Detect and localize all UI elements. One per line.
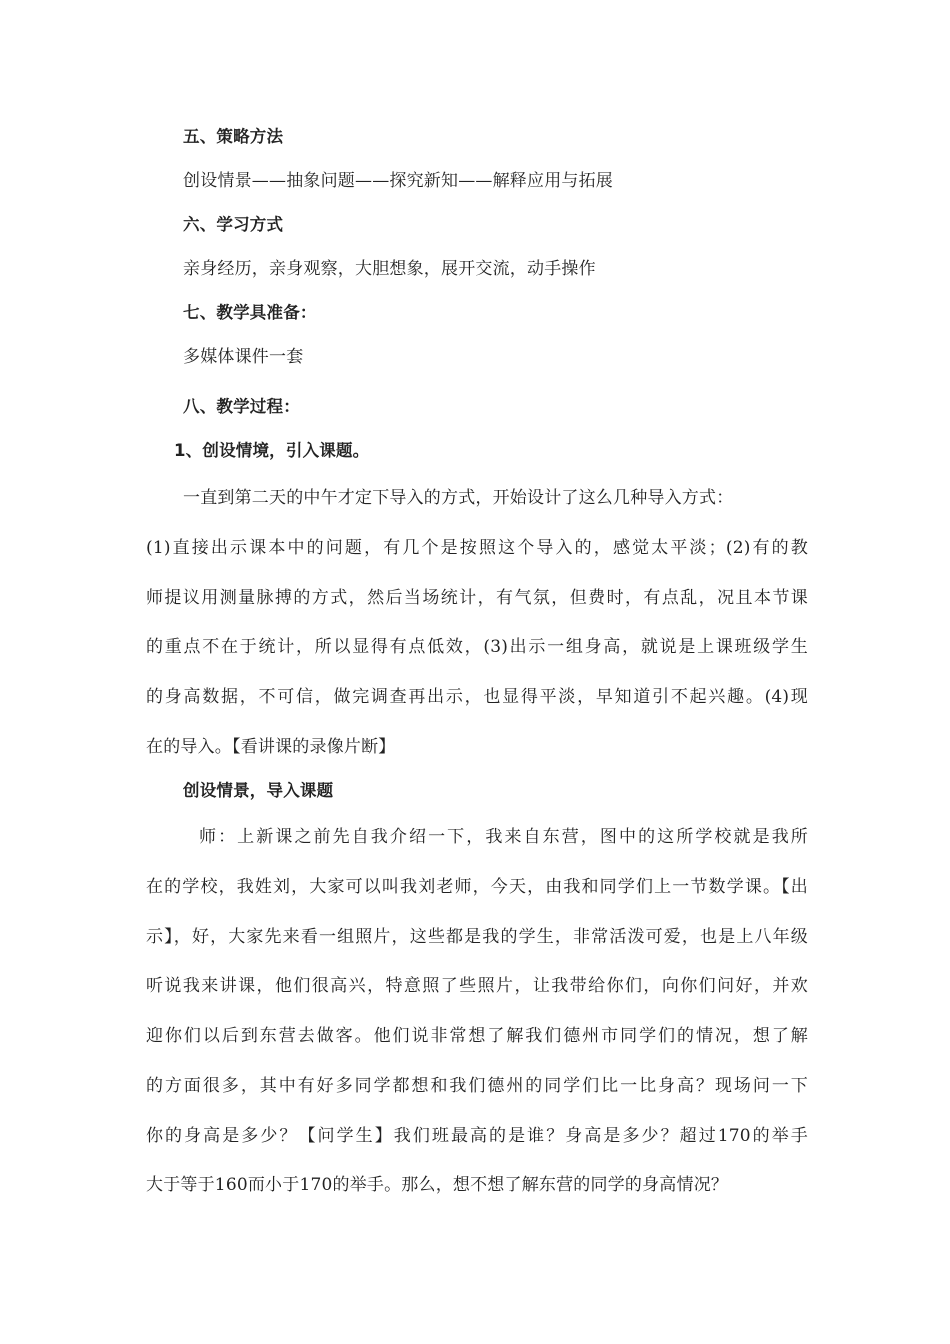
heading-process: 八、教学过程： (183, 397, 300, 416)
heading-strategy: 五、策略方法 (183, 127, 284, 146)
materials-text: 多媒体课件一套 (183, 347, 304, 367)
dialog-line: 在的学校，我姓刘，大家可以叫我刘老师，今天，由我和同学们上一节数学课。【出 (146, 877, 808, 897)
learning-mode-text: 亲身经历，亲身观察，大胆想象，展开交流，动手操作 (183, 259, 596, 279)
dialog-line: 师：上新课之前先自我介绍一下，我来自东营，图中的这所学校就是我所 (199, 827, 808, 847)
dialog-line: 你的身高是多少？【问学生】我们班最高的是谁？身高是多少？超过170的举手 (146, 1126, 808, 1146)
subheading-create-situation: 1、创设情境，引入课题。 (174, 441, 370, 460)
heading-learning-mode: 六、学习方式 (183, 215, 284, 234)
intro-line: (1)直接出示课本中的问题，有几个是按照这个导入的，感觉太平淡；(2)有的教 (146, 538, 808, 558)
dialog-line: 迎你们以后到东营去做客。他们说非常想了解我们德州市同学们的情况，想了解 (146, 1026, 808, 1046)
intro-line: 师提议用测量脉搏的方式，然后当场统计，有气氛，但费时，有点乱，况且本节课 (146, 588, 808, 608)
intro-line: 一直到第二天的中午才定下导入的方式，开始设计了这么几种导入方式： (183, 488, 734, 508)
subheading-import-topic: 创设情景，导入课题 (183, 781, 334, 800)
strategy-text: 创设情景——抽象问题——探究新知——解释应用与拓展 (183, 171, 613, 191)
dialog-line: 大于等于160而小于170的举手。那么，想不想了解东营的同学的身高情况？ (146, 1175, 729, 1195)
dialog-line: 听说我来讲课，他们很高兴，特意照了些照片，让我带给你们，向你们问好，并欢 (146, 976, 808, 996)
intro-line: 的重点不在于统计，所以显得有点低效，(3)出示一组身高，就说是上课班级学生 (146, 637, 808, 657)
dialog-line: 的方面很多，其中有好多同学都想和我们德州的同学们比一比身高？现场问一下 (146, 1076, 808, 1096)
intro-line: 的身高数据，不可信，做完调查再出示，也显得平淡，早知道引不起兴趣。(4)现 (146, 687, 808, 707)
intro-line: 在的导入。【看讲课的录像片断】 (146, 737, 396, 757)
dialog-line: 示】，好，大家先来看一组照片，这些都是我的学生，非常活泼可爱，也是上八年级 (146, 927, 808, 947)
heading-materials: 七、教学具准备： (183, 303, 317, 322)
